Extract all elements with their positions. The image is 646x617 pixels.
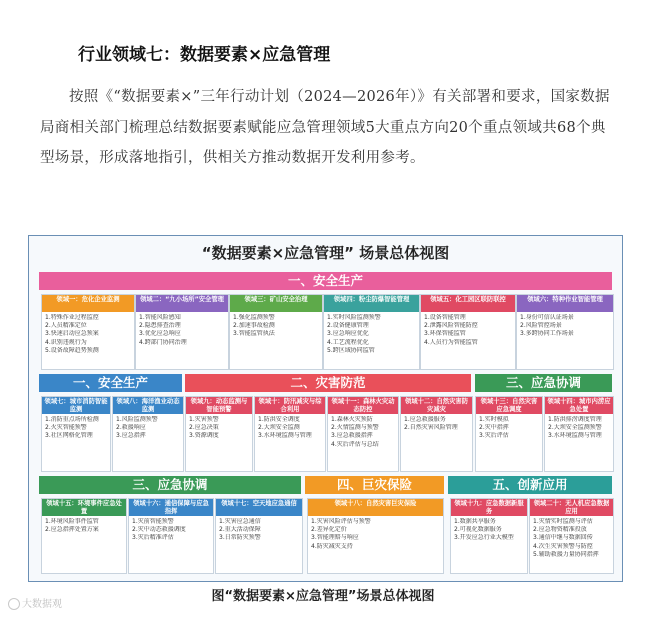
scenario-card-title: 领域八：海洋渔业动态监测 xyxy=(113,397,183,414)
scenario-card-title: 领域六：特种作业智能管理 xyxy=(517,295,613,312)
scenario-item: 1.数据共享服务 xyxy=(454,518,496,525)
scenario-item: 1.森林火灾预防 xyxy=(331,416,373,423)
scenario-item: 1.灾害应急通信 xyxy=(219,518,261,525)
scenario-item: 2.灾中动态救援调度 xyxy=(132,526,186,534)
scenario-item: 1.实时模拟 xyxy=(479,416,509,423)
scenario-card-title: 领域十六：通信保障与应急指挥 xyxy=(129,499,213,516)
scenario-item: 3.水环境监测与管理 xyxy=(548,432,602,440)
scenario-item: 3.灾后精准评估 xyxy=(132,534,174,542)
scenario-item: 1.实时风险监测预警 xyxy=(327,314,381,321)
scenario-item: 5.跨区域协同监管 xyxy=(327,346,375,354)
scenario-item: 2.应急决策 xyxy=(189,424,219,432)
scenario-card-title: 领域一：危化企业监测 xyxy=(42,295,134,312)
scenario-item: 3.应急指挥 xyxy=(116,432,146,440)
scenario-item: 1.消防重点场所检测 xyxy=(45,416,99,423)
scenario-card xyxy=(475,396,543,472)
scenario-item: 4.工艺流程优化 xyxy=(327,338,369,346)
scenario-card-title: 领域十七：空天地应急通信 xyxy=(216,499,302,516)
scenario-item: 2.大坝安全监测 xyxy=(258,424,300,432)
scenario-item: 1.灾情实时监测与评估 xyxy=(533,518,593,525)
scenario-card xyxy=(135,294,229,370)
scenario-card xyxy=(323,294,420,370)
figure-title: “数据要素×应急管理” 场景总体视图 xyxy=(201,244,450,262)
scenario-item: 3.环保智能监管 xyxy=(424,330,466,338)
scenario-card xyxy=(327,396,399,472)
section-banner-disaster: 二、灾害防范 xyxy=(185,374,471,392)
scenario-item: 2.大坝安全监测预警 xyxy=(548,424,602,432)
figure-caption: 图“数据要素×应急管理”场景总体视图 xyxy=(211,589,435,604)
scenario-card xyxy=(254,396,326,472)
scenario-item: 2.人员精准定位 xyxy=(45,322,87,330)
scenario-card xyxy=(41,396,111,472)
scenario-item: 1.防洪排涝调度管理 xyxy=(548,416,602,423)
scenario-item: 3.应急响应优化 xyxy=(327,330,369,338)
scenario-item: 4.次生灾害预警与防控 xyxy=(533,542,593,550)
scenario-item: 4.识别违规行为 xyxy=(45,338,87,346)
scenario-item: 4.灾后评估与总结 xyxy=(331,440,379,448)
scenario-item: 3.快速启动应急预案 xyxy=(45,330,99,338)
scenario-item: 2.泄露风险智能防控 xyxy=(424,322,478,330)
scenario-item: 1.灾前智能预警 xyxy=(132,518,174,525)
scenario-card-title: 领域十三：自然灾害应急调度 xyxy=(476,397,542,414)
scenario-item: 2.隐患排查治理 xyxy=(139,322,181,330)
scenario-card xyxy=(128,498,214,574)
scenario-card xyxy=(400,396,473,472)
scenario-item: 2.差异化定价 xyxy=(311,526,347,534)
scenario-item: 2.可视化数据服务 xyxy=(454,526,502,534)
watermark xyxy=(8,595,62,610)
scenario-item: 5.设备故障趋势预测 xyxy=(45,346,99,354)
scenario-card-title: 领域十二：自然灾害防灾减灾 xyxy=(401,397,472,414)
scenario-item: 4.人员行为智能监管 xyxy=(424,338,478,346)
scenario-card xyxy=(112,396,184,472)
scenario-overview-figure xyxy=(28,235,623,582)
logo-icon xyxy=(8,598,20,610)
scenario-item: 2.设备健康管理 xyxy=(327,322,369,330)
scenario-item: 2.应急指挥处置方案 xyxy=(45,526,99,534)
scenario-card-title: 领域四：粉尘防爆智能管理 xyxy=(324,295,419,312)
scenario-card xyxy=(215,498,303,574)
scenario-item: 1.设备智能管理 xyxy=(424,314,466,321)
scenario-item: 1.智能风险感知 xyxy=(139,314,181,321)
scenario-card-title: 领域二：“九小场所”安全管理 xyxy=(136,295,228,312)
scenario-item: 2.救援响应 xyxy=(116,424,146,432)
body-paragraph: 按照《“数据要素×”三年行动计划（2024—2026年）》有关部署和要求，国家数据局商相关部门梳理总结数据要素赋能应急管理领域5大重点方向20个重点领域共68个典型场景，形成落地指引，供相关方推动数据开发利用参考。 xyxy=(40,89,610,166)
scenario-item: 4.防灾减灾支持 xyxy=(311,542,353,550)
scenario-card-title: 领域十五：环境事件应急处置 xyxy=(42,499,126,516)
scenario-card xyxy=(529,498,614,574)
scenario-card xyxy=(41,498,127,574)
section-banner-insurance: 四、巨灾保险 xyxy=(305,476,444,494)
scenario-card xyxy=(229,294,323,370)
scenario-item: 1.应急救援服务 xyxy=(404,416,446,423)
section-banner-safety-top: 一、安全生产 xyxy=(39,272,612,290)
scenario-card-title: 领域三：矿山安全治理 xyxy=(230,295,322,312)
scenario-card-title: 领域十：防汛减灾与综合利用 xyxy=(255,397,325,414)
scenario-item: 2.重大活动保障 xyxy=(219,526,261,534)
scenario-item: 3.多跨协同工作场景 xyxy=(520,330,574,338)
scenario-item: 2.加速事故检测 xyxy=(233,322,275,330)
section-banner-safety: 一、安全生产 xyxy=(39,374,182,392)
scenario-card xyxy=(307,498,444,574)
scenario-card-title: 领域十四：城市内涝应急处置 xyxy=(545,397,613,414)
scenario-item: 3.应急救援指挥 xyxy=(331,432,373,440)
scenario-item: 3.日常防灾预警 xyxy=(219,534,261,542)
scenario-card xyxy=(516,294,614,370)
section-heading: 行业领域七：数据要素×应急管理 xyxy=(78,45,331,65)
scenario-item: 5.辅助救援力量协同指挥 xyxy=(533,550,599,558)
scenario-item: 3.资源调度 xyxy=(189,432,219,440)
scenario-card-title: 领域十九：应急数据新服务 xyxy=(451,499,527,516)
scenario-item: 3.社区网格化管理 xyxy=(45,432,93,440)
scenario-item: 3.开发应急行业大模型 xyxy=(454,534,514,542)
scenario-card-title: 领域十八：自然灾害巨灾保险 xyxy=(308,499,443,516)
scenario-item: 2.风险管控场景 xyxy=(520,322,562,330)
scenario-item: 1.身份可信认证场景 xyxy=(520,314,574,321)
scenario-card-title: 领域五：化工园区联防联控 xyxy=(421,295,515,312)
scenario-item: 1.灾害风险评估与预警 xyxy=(311,518,371,525)
scenario-item: 1.强化监测预警 xyxy=(233,314,275,321)
scenario-item: 3.优化应急响应 xyxy=(139,330,181,338)
scenario-item: 1.风险监测预警 xyxy=(116,416,158,423)
scenario-item: 2.火灾智能预警 xyxy=(45,424,87,432)
scenario-item: 3.智能监管执法 xyxy=(233,330,275,338)
scenario-item: 2.自然灾害风险管理 xyxy=(404,424,458,432)
scenario-item: 2.火情监测与预警 xyxy=(331,424,379,432)
scenario-card-title: 领域十一：森林火灾动态防控 xyxy=(328,397,398,414)
scenario-item: 2.应急物资精准投放 xyxy=(533,526,587,534)
scenario-item: 1.灾害预警 xyxy=(189,416,219,423)
scenario-card xyxy=(185,396,253,472)
scenario-item: 3.灾后评估 xyxy=(479,432,509,440)
scenario-item: 1.特殊作业过程监控 xyxy=(45,314,99,321)
scenario-card-title: 领域二十：无人机应急数据应用 xyxy=(530,499,613,516)
scenario-item: 3.水环境监测与管理 xyxy=(258,432,312,440)
scenario-card-title: 领域七：城市消防智能监测 xyxy=(42,397,110,414)
scenario-item: 1.防洪安全调度 xyxy=(258,416,300,423)
scenario-item: 1.环境风险事件监管 xyxy=(45,518,99,525)
scenario-card xyxy=(450,498,528,574)
scenario-item: 2.灾中指挥 xyxy=(479,424,509,432)
scenario-item: 3.通信中继与数据回传 xyxy=(533,534,593,542)
scenario-card xyxy=(420,294,516,370)
section-banner-coordination-2: 三、应急协调 xyxy=(39,476,301,494)
scenario-card xyxy=(41,294,135,370)
section-banner-coordination: 三、应急协调 xyxy=(475,374,612,392)
scenario-item: 3.智能理赔与响应 xyxy=(311,534,359,542)
watermark-text: 大数据观 xyxy=(22,599,62,610)
scenario-item: 4.跨部门协同治理 xyxy=(139,338,187,346)
scenario-card xyxy=(544,396,614,472)
section-banner-innovation: 五、创新应用 xyxy=(448,476,612,494)
scenario-card-title: 领域九：动态监测与智能预警 xyxy=(186,397,252,414)
